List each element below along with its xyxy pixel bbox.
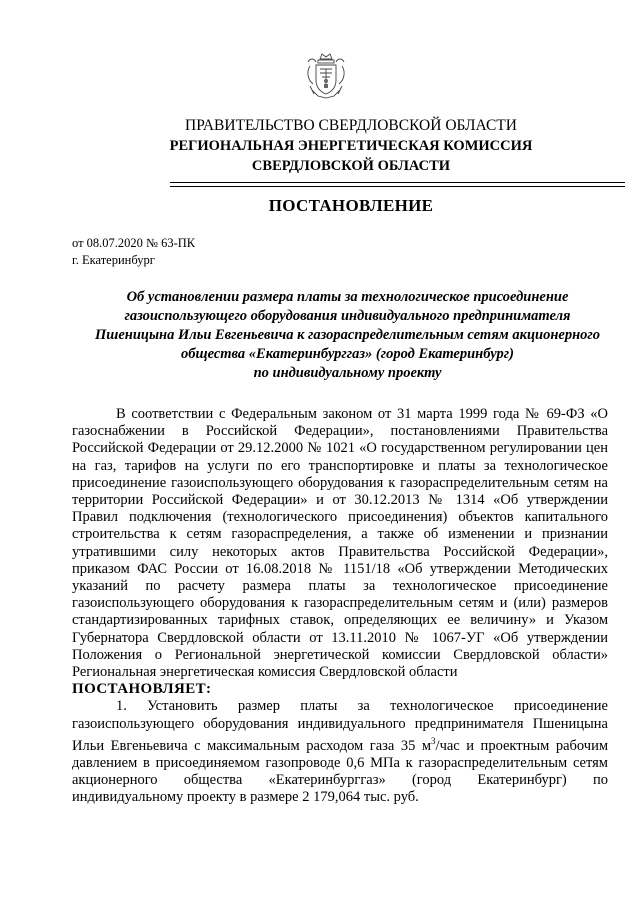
date-number: от 08.07.2020 № 63-ПК (72, 236, 196, 250)
resolves-heading: ПОСТАНОВЛЯЕТ: (72, 681, 212, 698)
coat-of-arms-emblem (304, 50, 348, 102)
item-1-text-end: /час и проектным рабочим давлением в присоединяемом газопроводе 0,6 МПа к газораспределительным сетям акционерного общества «Екатеринбурггаз» (город Екатеринбург) по индивидуальному проекту в размере 2 179,064 тыс. руб. (72, 737, 608, 806)
item-1-text-start: 1. Установить размер платы за технологическое присоединение газоиспользующего оборудования индивидуального предпринимателя Пшеницына Ильи Евгеньевича с максимальным расходом газа 35 м (72, 698, 608, 754)
subject-line: Пшеницына Ильи Евгеньевича к газораспределительным сетям акционерного (95, 327, 600, 343)
preamble-paragraph: В соответствии с Федеральным законом от 31 марта 1999 года № 69-ФЗ «О газоснабжении в Российской Федерации», постановлениями Правительства Российской Федерации от 29.12.2000 № 1021 «О государственном регулировании цен на газ, тарифов на услуги по его транспортировке и платы за технологическое присоединение газоиспользующего оборудования к газораспределительным сетям на территории Российской Федерации» и от 30.12.2013 № 1314 «Об утверждении Правил подключения (технологического присоединения) объектов капитального строительства к сетям газораспределения, а также об изменении и признании утратившими силу некоторых актов Правительства Российской Федерации», приказом ФАС России от 16.08.2018 № 1151/18 «Об утверждении Методических указаний по расчету размера платы за технологическое присоединение газоиспользующего оборудования к газораспределительным сетям и (или) размеров стандартизированных тарифных ставок, определяющих ее величину» и Указом Губернатора Свердловской области от 13.11.2010 № 1067-УГ «Об утверждении Положения о Региональной энергетической комиссии Свердловской области» Региональная энергетическая комиссия Свердловской области (72, 406, 608, 681)
government-name: ПРАВИТЕЛЬСТВО СВЕРДЛОВСКОЙ ОБЛАСТИ (185, 117, 517, 134)
subject-line: общества «Екатеринбурггаз» (город Екатеринбург) (181, 346, 514, 362)
subject-line: по индивидуальному проекту (253, 365, 442, 381)
subject-line: газоиспользующего оборудования индивидуального предпринимателя (124, 308, 571, 324)
commission-name-line2: СВЕРДЛОВСКОЙ ОБЛАСТИ (251, 158, 451, 174)
document-meta (72, 235, 195, 269)
document-header (0, 116, 640, 176)
document-subject (80, 288, 615, 383)
document-type-title: ПОСТАНОВЛЕНИЕ (268, 196, 434, 215)
commission-name-line1: РЕГИОНАЛЬНАЯ ЭНЕРГЕТИЧЕСКАЯ КОМИССИЯ (169, 138, 533, 154)
cubic-superscript: 3 (431, 735, 436, 746)
document-body (72, 406, 608, 807)
city: г. Екатеринбург (72, 253, 155, 267)
item-1-paragraph (72, 698, 608, 806)
header-rule-thick (170, 182, 625, 183)
subject-line: Об установлении размера платы за технологическое присоединение (126, 289, 569, 305)
header-rule-thin (170, 186, 625, 187)
